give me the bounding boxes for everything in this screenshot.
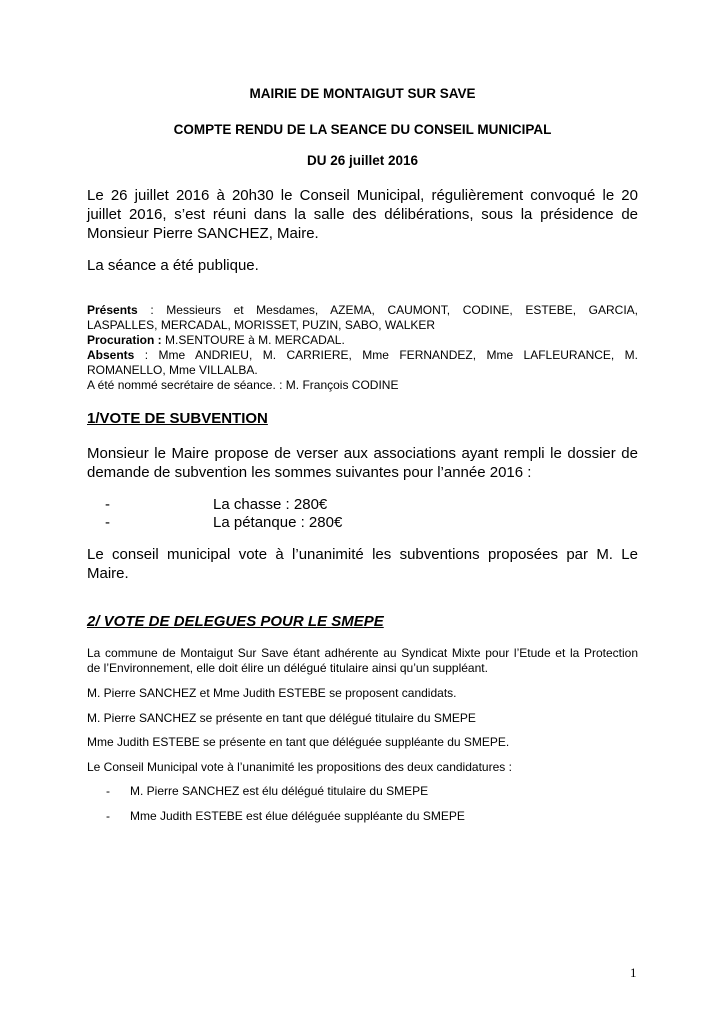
intro-paragraph: Le 26 juillet 2016 à 20h30 le Conseil Municipal, régulièrement convoqué le 20 juillet 2016, s’est réuni dans la salle des délibérations, sous la présidence de Monsieur Pierre SANCHEZ, Maire. [87,187,638,242]
result-titulaire: M. Pierre SANCHEZ est élu délégué titulaire du SMEPE [130,784,429,798]
header-compte-rendu: COMPTE RENDU DE LA SEANCE DU CONSEIL MUNICIPAL [173,122,552,137]
section2-vote: Le Conseil Municipal vote à l’unanimité les propositions des deux candidatures : [87,760,512,774]
header-date: DU 26 juillet 2016 [306,153,419,168]
absents-label: Absents [87,348,135,362]
presents-line-1 [87,303,638,318]
secretary-line: A été nommé secrétaire de séance. : M. François CODINE [87,378,399,392]
result-dash-2: - [106,809,110,823]
section2-heading: 2/ VOTE DE DELEGUES POUR LE SMEPE [87,613,384,630]
result-dash-1: - [106,784,110,798]
section1-heading: 1/VOTE DE SUBVENTION [87,410,268,427]
suppleante-text: Mme Judith ESTEBE se présente en tant que déléguée suppléante du SMEPE. [87,735,510,749]
section2-intro [87,646,638,676]
section1-paragraph: Monsieur le Maire propose de verser aux associations ayant rempli le dossier de demande de subvention les sommes suivantes pour l’année 2016 : [87,445,638,481]
absents-line-1 [87,348,638,363]
presents-text-1: : Messieurs et Mesdames, AZEMA, CAUMONT, CODINE, ESTEBE, GARCIA, [137,303,638,317]
subsidy-item-petanque: La pétanque : 280€ [213,514,343,531]
presents-line-2: LASPALLES, MERCADAL, MORISSET, PUZIN, SABO, WALKER [87,318,436,332]
public-session-text: La séance a été publique. [87,257,259,274]
page-number: 1 [630,965,637,980]
header-mairie: MAIRIE DE MONTAIGUT SUR SAVE [249,86,476,101]
procuration-label: Procuration : [87,333,162,347]
absents-line-2: ROMANELLO, Mme VILLALBA. [87,363,258,377]
section2-intro-line-1: La commune de Montaigut Sur Save étant adhérente au Syndicat Mixte pour l’Etude et la Protection [87,646,638,660]
subsidy-dash-1: - [105,496,110,513]
subsidy-item-chasse: La chasse : 280€ [213,496,328,513]
section1-vote: Le conseil municipal vote à l’unanimité les subventions proposées par M. Le Maire. [87,546,638,582]
section2-intro-line-2: de l’Environnement, elle doit élire un délégué titulaire ainsi qu’un suppléant. [87,661,488,675]
absents-text-1: : Mme ANDRIEU, M. CARRIERE, Mme FERNANDEZ, Mme LAFLEURANCE, M. [134,348,638,362]
attendance-block [87,303,638,393]
procuration-text: M.SENTOURE à M. MERCADAL. [161,333,345,347]
subsidy-dash-2: - [105,514,110,531]
titulaire-text: M. Pierre SANCHEZ se présente en tant que délégué titulaire du SMEPE [87,711,476,725]
procuration-line [87,333,638,348]
candidates-text: M. Pierre SANCHEZ et Mme Judith ESTEBE se proposent candidats. [87,686,457,700]
result-suppleante: Mme Judith ESTEBE est élue déléguée suppléante du SMEPE [130,809,465,823]
presents-label: Présents [87,303,138,317]
